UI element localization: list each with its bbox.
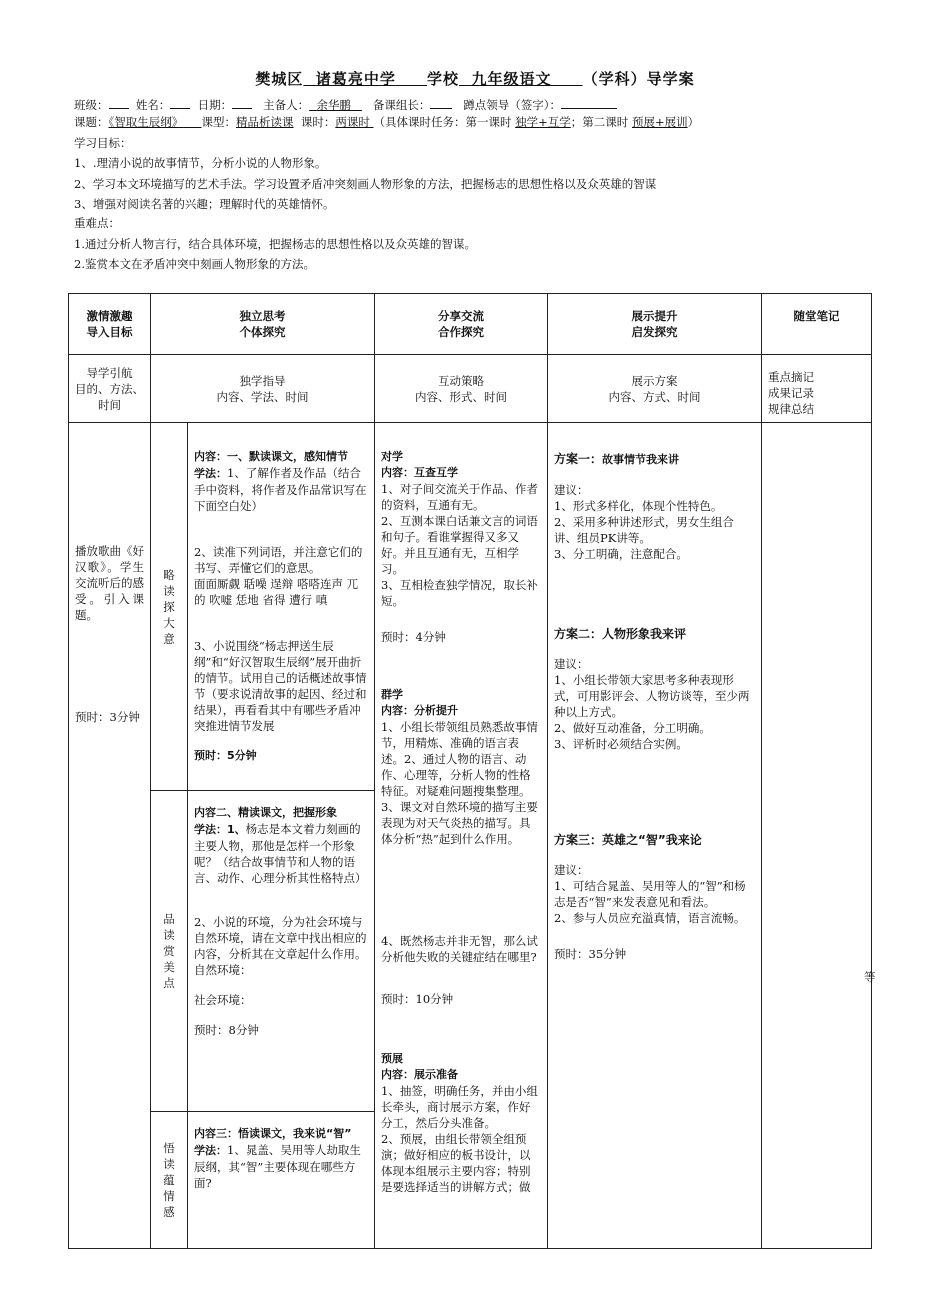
guide-table bbox=[68, 293, 872, 1249]
key-point-item: 1.通过分析人物言行，结合具体环境，把握杨志的思想性格以及众英雄的智谋。 bbox=[74, 237, 476, 251]
grade-subject: 九年级语文 bbox=[471, 70, 552, 88]
intro-cell bbox=[69, 423, 151, 1249]
key-points-heading: 重难点： bbox=[74, 216, 120, 230]
objective-item: 3、增强对阅读名著的兴趣；理解时代的英雄情怀。 bbox=[74, 197, 335, 211]
meta-line-2: 课题：《智取生辰纲》 课型：精品析读课 课时：两课时 （具体课时任务：第一课时 独学+互学；第二课时 预展+展训） bbox=[74, 115, 700, 129]
margin-char: 等 bbox=[864, 970, 876, 984]
section-label: 悟 读 蕴 情 感 bbox=[151, 1112, 188, 1249]
sub-notes: 重点摘记 成果记录 规律总结 bbox=[762, 355, 872, 423]
intro-time: 预时：3分钟 bbox=[75, 710, 140, 724]
section-label: 品 读 赏 美 点 bbox=[151, 791, 188, 1112]
section-content: 内容：一、默读课文，感知情节 学法：1、了解作者及作品（结合手中资料，将作者及作品常识写在下面空白处） 2、读准下列词语，并注意它们的书写、弄懂它们的意思。 面面厮觑 聒噪 逞辩 嗒嗒连声 兀的 吹嘘 恁地 省得 遭行 嗔 3、小说围绕“杨志押送生辰纲”和“好汉智取生辰纲”展开曲折的情节。试用自己的话概述故事情节（要求说清故事的起因、经过和结果），再看看其中有哪些矛盾冲突推进情节发展 预时：5分钟 bbox=[188, 423, 375, 791]
section-row bbox=[69, 423, 872, 791]
district: 樊城区 bbox=[255, 70, 304, 88]
notes-cell bbox=[762, 423, 872, 1249]
objective-item: 1、.理清小说的故事情节，分析小说的人物形象。 bbox=[74, 156, 327, 170]
section-content: 内容三：悟读课文，我来说“智” 学法：1、晁盖、吴用等人劫取生辰纲，其“智”主要体现在哪些方面? bbox=[188, 1112, 375, 1249]
header-show: 展示提升 启发探究 bbox=[548, 294, 762, 355]
sub-show: 展示方案 内容、方式、时间 bbox=[548, 355, 762, 423]
collab-cell: 对学 内容：互查互学 1、对子间交流关于作品、作者的资料，互通有无。 2、互测本课白话兼文言的词语和句子。看谁掌握得又多又好。并且互通有无，互相学习。 3、互相检查独学情况，取长补短。 预时：4分钟 群学 内容：分析提升 1、小组长带领组员熟悉故事情节，用精炼、准确的语言表述。2、通过人物的语言、动作、心理等，分析人物的性格特征。对疑难问题搜集整理。 3、课文对自然环境的描写主要表现为对天气炎热的描写。具体分析“热”起到什么作用。 4、既然杨志并非无智，那么试分析他失败的关键症结在哪里? 预时：10分钟 预展 内容：展示准备 1、抽签，明确任务，并由小组长牵头，商讨展示方案，作好分工，然后分头准备。 2、预展，由组长带领全组预演；做好相应的板书设计，以体现本组展示主要内容；特别是要选择适当的讲解方式；做 bbox=[375, 423, 548, 1249]
header-share: 分享交流 合作探究 bbox=[375, 294, 548, 355]
sub-intro: 导学引航 目的、方法、 时间 bbox=[69, 355, 151, 423]
objectives-heading: 学习目标： bbox=[74, 136, 132, 150]
table-subheader-row bbox=[69, 355, 872, 423]
sub-share: 互动策略 内容、形式、时间 bbox=[375, 355, 548, 423]
sub-independent: 独学指导 内容、学法、时间 bbox=[151, 355, 375, 423]
show-cell: 方案一：故事情节我来讲 建议： 1、形式多样化，体现个性特色。 2、采用多种讲述形式，男女生组合讲、组员PK讲等。 3、分工明确，注意配合。 方案二：人物形象我来评 建议： 1、小组长带领大家思考多种表现形式，可用影评会、人物访谈等，至少两种以上方式。 2、做好互动准备，分工明确。 3、评析时必须结合实例。 方案三：英雄之“智”我来论 建议： 1、可结合晁盖、吴用等人的“智”和杨志是否“智”来发表意见和看法。 2、参与人员应充溢真情，语言流畅。 预时：35分钟 bbox=[548, 423, 762, 1249]
intro-text: 播放歌曲《好汉歌》。学生交流听后的感受。引入课题。 bbox=[75, 544, 144, 622]
preparer: 余华鹏 bbox=[316, 98, 351, 112]
table-header-row bbox=[69, 294, 872, 355]
key-point-item: 2.鉴赏本文在矛盾冲突中刻画人物形象的方法。 bbox=[74, 257, 315, 271]
section-label: 略 读 探 大 意 bbox=[151, 423, 188, 791]
meta-line-1: 班级： 姓名： 日期： 主备人： 余华鹏 备课组长： 蹲点领导（签字）： bbox=[74, 97, 890, 113]
header-intro: 激情激趣 导入目标 bbox=[69, 294, 151, 355]
school-name: 诸葛亮中学 bbox=[315, 70, 396, 88]
topic: 《智取生辰纲》 bbox=[108, 115, 184, 129]
header-notes: 随堂笔记 bbox=[762, 294, 872, 355]
section-content: 内容二、精读课文，把握形象 学法：1、杨志是本文着力刻画的主要人物，那他是怎样一个形象呢？（结合故事情节和人物的语言、动作、心理分析其性格特点） 2、小说的环境，分为社会环境与自然环境，请在文章中找出相应的内容，分析其在文章起什么作用。 自然环境： 社会环境： 预时：8分钟 bbox=[188, 791, 375, 1112]
page-title: 樊城区 诸葛亮中学 学校 九年级语文 （学科）导学案 bbox=[255, 70, 695, 88]
objective-item: 2、学习本文环境描写的艺术手法。学习设置矛盾冲突刻画人物形象的方法，把握杨志的思想性格以及众英雄的智谋 bbox=[74, 177, 657, 191]
vocab-words: 面面厮觑 聒噪 逞辩 嗒嗒连声 兀的 吹嘘 恁地 省得 遭行 嗔 bbox=[194, 577, 359, 607]
header-independent: 独立思考 个体探究 bbox=[151, 294, 375, 355]
